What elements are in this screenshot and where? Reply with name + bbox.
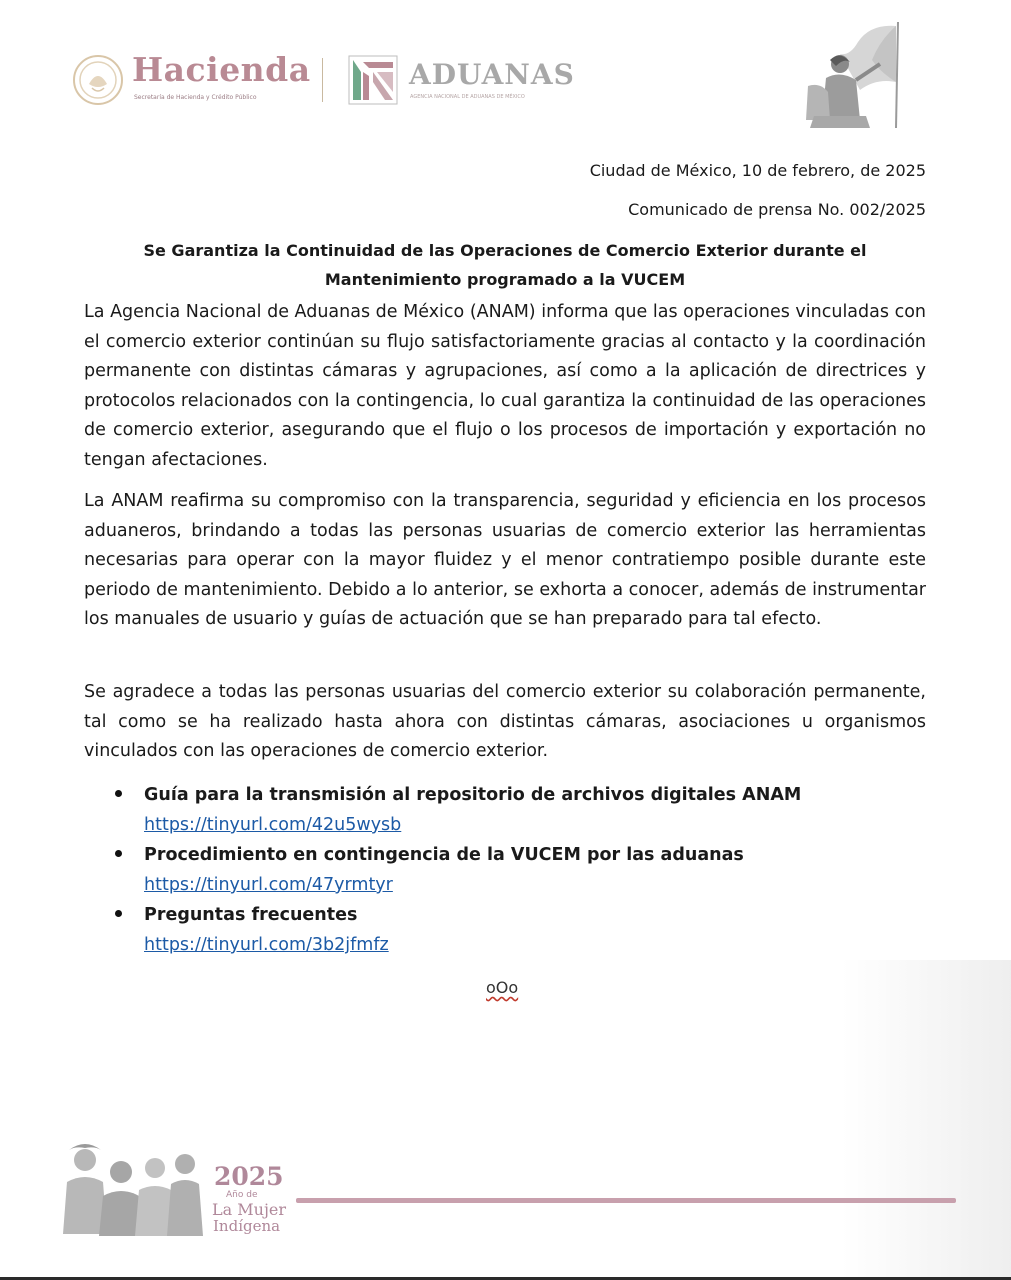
aduanas-logo-icon bbox=[347, 54, 399, 106]
footer-year: 2025 bbox=[214, 1162, 284, 1191]
link-title: Guía para la transmisión al repositorio de archivos digitales ANAM bbox=[144, 785, 802, 805]
footer-slogan-line: Indígena bbox=[213, 1217, 281, 1235]
link-title: Preguntas frecuentes bbox=[144, 905, 358, 925]
page-shadow bbox=[841, 960, 1011, 1280]
aduanas-logo-text: ADUANAS bbox=[409, 58, 575, 91]
paragraph-text: La Agencia Nacional de Aduanas de México (ANAM) informa que las operaciones vinculadas con el comercio exterior continúan su flujo satisfactoriamente gracias al contacto y la coordinación permanente con distintas cámaras y agrupaciones, así como a la aplicación de directrices y protocolos relacionados con la contingencia, lo cual garantiza la continuidad de las operaciones de comercio exterior, asegurando que el flujo o los procesos de importación y exportación no tengan afectaciones. bbox=[84, 302, 926, 470]
bullet-icon bbox=[115, 850, 122, 857]
link-title: Procedimiento en contingencia de la VUCEM por las aduanas bbox=[144, 845, 744, 865]
date-line: Ciudad de México, 10 de febrero, de 2025 bbox=[589, 161, 926, 180]
resource-link[interactable]: https://tinyurl.com/47yrmtyr bbox=[144, 875, 393, 895]
body-paragraph bbox=[84, 487, 926, 635]
flag-bearer-illustration-icon bbox=[800, 20, 904, 132]
resource-links-list bbox=[108, 780, 868, 960]
footer-slogan-line: La Mujer bbox=[212, 1200, 287, 1219]
paragraph-text: La ANAM reafirma su compromiso con la transparencia, seguridad y eficiencia en los procesos aduaneros, brindando a todas las personas usuarias de comercio exterior las herramientas necesarias para operar con la mayor fluidez y el menor contratiempo posible durante este periodo de mantenimiento. Debido a lo anterior, se exhorta a conocer, además de instrumentar los manuales de usuario y guías de actuación que se han preparado para tal efecto. bbox=[84, 491, 926, 630]
bullet-icon bbox=[115, 910, 122, 917]
logo-divider bbox=[322, 58, 323, 102]
list-item bbox=[108, 900, 868, 960]
title-line: Se Garantiza la Continuidad de las Operaciones de Comercio Exterior durante el bbox=[143, 241, 867, 260]
paragraph-text: Se agradece a todas las personas usuarias del comercio exterior su colaboración permanente, tal como se ha realizado hasta ahora con distintas cámaras, asociaciones u organismos vinculados con las operaciones de comercio exterior. bbox=[84, 682, 926, 762]
resource-link[interactable]: https://tinyurl.com/3b2jfmfz bbox=[144, 935, 389, 955]
mexico-seal-icon bbox=[72, 54, 124, 106]
body-paragraph bbox=[84, 678, 926, 767]
end-of-document-mark: oOo bbox=[486, 978, 519, 997]
title-line: Mantenimiento programado a la VUCEM bbox=[324, 270, 686, 289]
document-title bbox=[84, 236, 926, 294]
body-paragraph bbox=[84, 298, 926, 476]
footer-divider bbox=[296, 1198, 956, 1203]
hacienda-subtitle: Secretaría de Hacienda y Crédito Público bbox=[134, 94, 257, 101]
bullet-icon bbox=[115, 790, 122, 797]
aduanas-subtitle: AGENCIA NACIONAL DE ADUANAS DE MÉXICO bbox=[410, 94, 525, 100]
hacienda-logo-text: Hacienda bbox=[132, 50, 311, 89]
resource-link[interactable]: https://tinyurl.com/42u5wysb bbox=[144, 815, 402, 835]
indigenous-women-illustration-icon bbox=[55, 1138, 205, 1236]
list-item bbox=[108, 780, 868, 840]
list-item bbox=[108, 840, 868, 900]
footer-year-label: Año de bbox=[226, 1190, 258, 1200]
press-release-number: Comunicado de prensa No. 002/2025 bbox=[628, 200, 926, 219]
